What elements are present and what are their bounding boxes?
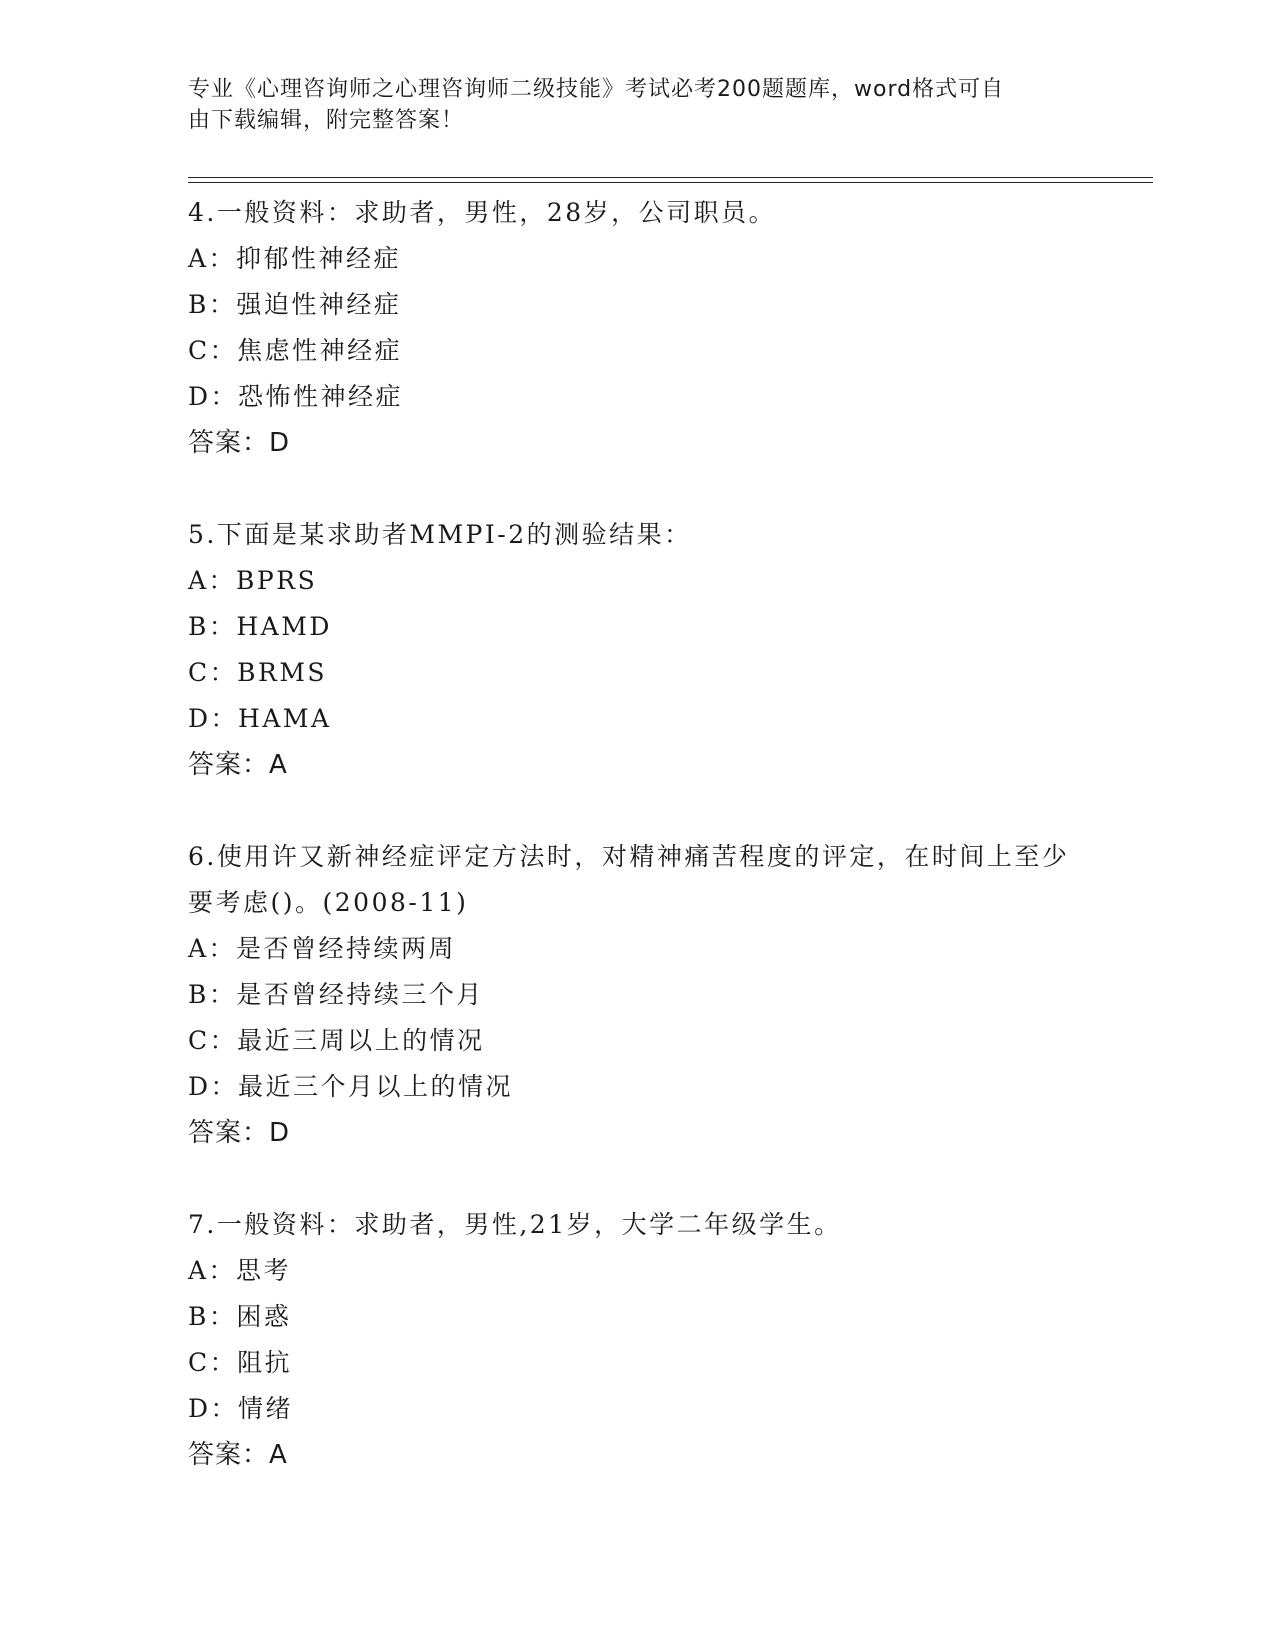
option-b: B：困惑	[188, 1302, 292, 1331]
question-5	[188, 512, 1088, 788]
option-c: C：阻抗	[188, 1348, 293, 1377]
question-7	[188, 1202, 1088, 1478]
question-6	[188, 834, 1088, 1156]
option-a: A：抑郁性神经症	[188, 244, 402, 273]
question-stem: 6.使用许又新神经症评定方法时，对精神痛苦程度的评定，在时间上至少要考虑()。(2008-11)	[188, 842, 1070, 917]
header-divider-bottom	[188, 182, 1153, 183]
question-stem: 7.一般资料：求助者，男性,21岁，大学二年级学生。	[188, 1210, 842, 1239]
answer-label: 答案：A	[188, 1440, 288, 1470]
document-header	[188, 74, 1068, 136]
answer-label: 答案：D	[188, 428, 291, 458]
header-divider-top	[188, 177, 1153, 178]
option-c: C：最近三周以上的情况	[188, 1026, 485, 1055]
question-4	[188, 190, 1088, 466]
option-a: A：BPRS	[188, 566, 318, 595]
answer-label: 答案：D	[188, 1118, 291, 1148]
option-b: B：强迫性神经症	[188, 290, 402, 319]
question-list	[188, 190, 1088, 1524]
option-a: A：是否曾经持续两周	[188, 934, 457, 963]
answer-label: 答案：A	[188, 750, 288, 780]
header-line-1: 专业《心理咨询师之心理咨询师二级技能》考试必考200题题库，word格式可自	[188, 77, 1005, 102]
question-stem: 5.下面是某求助者MMPI-2的测验结果：	[188, 520, 692, 549]
question-stem: 4.一般资料：求助者，男性，28岁，公司职员。	[188, 198, 777, 227]
option-d: D：最近三个月以上的情况	[188, 1072, 514, 1101]
option-d: D：恐怖性神经症	[188, 382, 404, 411]
option-d: D：情绪	[188, 1394, 294, 1423]
option-b: B：HAMD	[188, 612, 332, 641]
option-c: C：焦虑性神经症	[188, 336, 403, 365]
option-d: D：HAMA	[188, 704, 332, 733]
header-line-2: 由下载编辑，附完整答案！	[188, 108, 465, 133]
option-c: C：BRMS	[188, 658, 328, 687]
option-b: B：是否曾经持续三个月	[188, 980, 484, 1009]
option-a: A：思考	[188, 1256, 292, 1285]
